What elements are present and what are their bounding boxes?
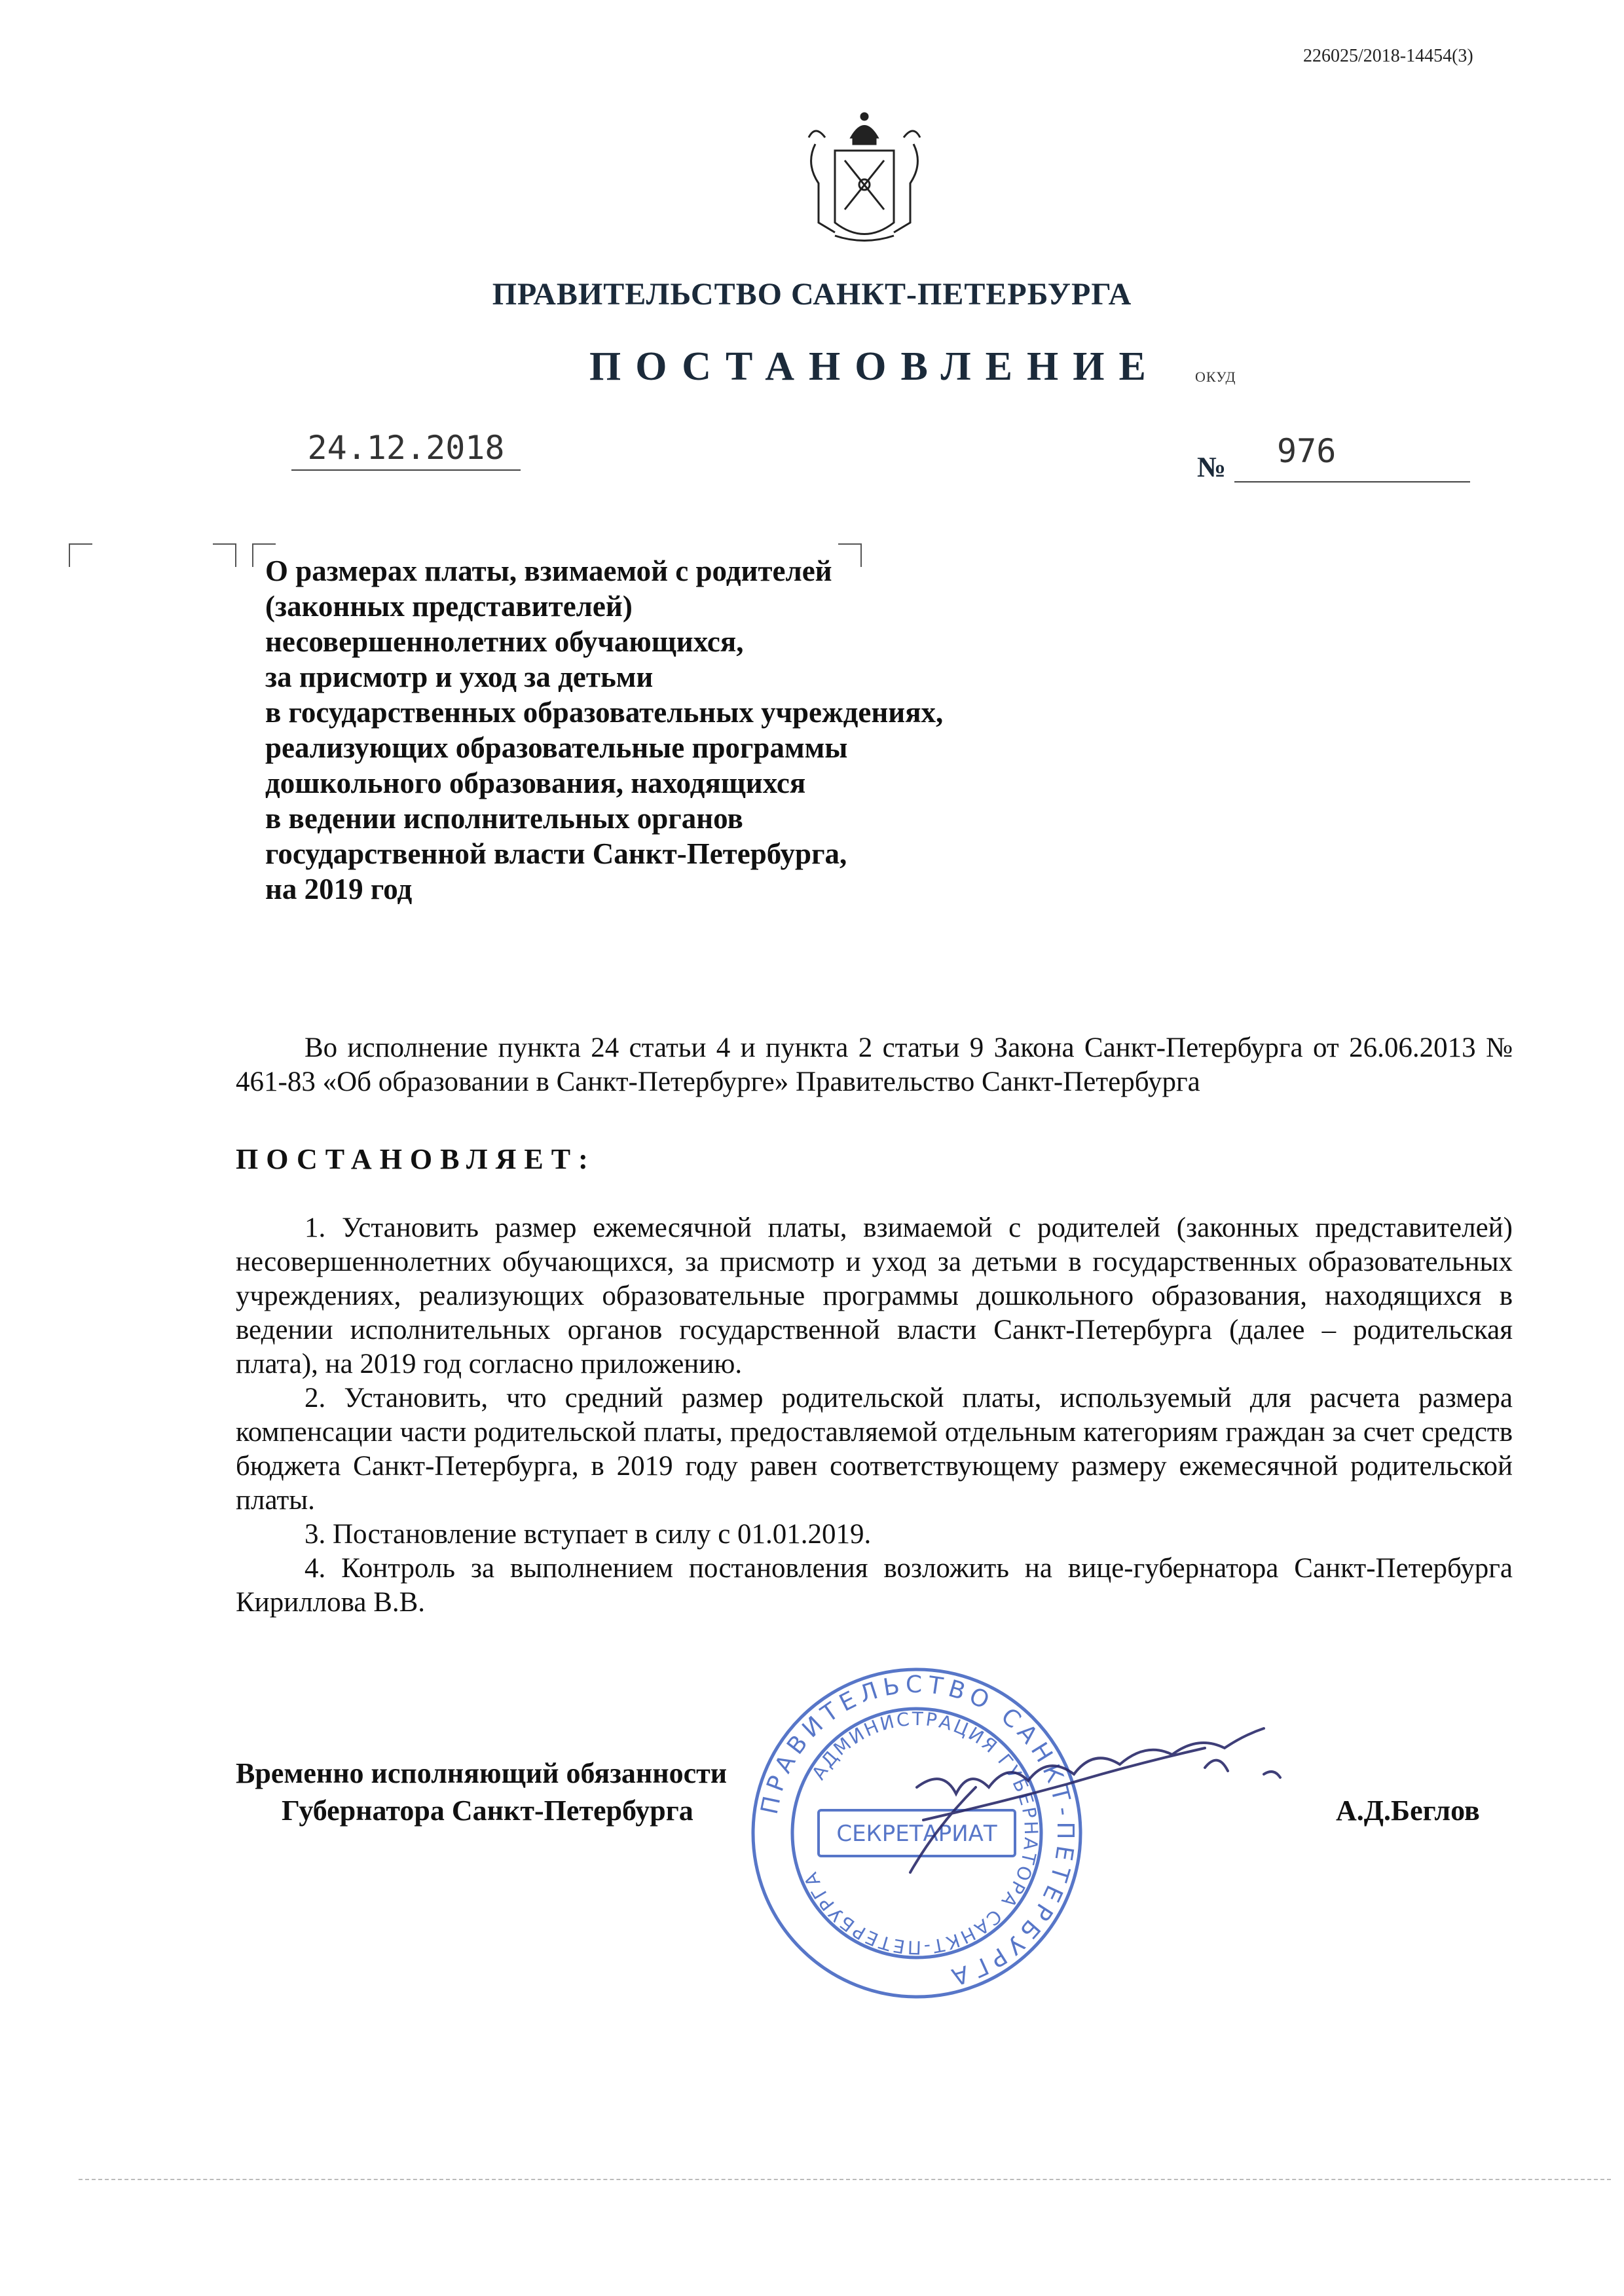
subject-line: в ведении исполнительных органов <box>265 802 743 835</box>
stamp-inner-text: АДМИНИСТРАЦИЯ ГУБЕРНАТОРА САНКТ-ПЕТЕРБУРГА <box>799 1707 1043 1959</box>
subject-line: несовершеннолетних обучающихся, <box>265 625 744 658</box>
resolution-item: 2. Установить, что средний размер родительской платы, используемый для расчета размера компенсации части родительской платы, предоставляемой отдельным категориям граждан за счет средств бюджета Санкт-Петербурга, в 2019 году равен соответствующему размеру ежемесячной родительской платы. <box>236 1383 1513 1516</box>
handwritten-signature <box>897 1689 1303 1886</box>
signer-name: А.Д.Беглов <box>1336 1795 1480 1827</box>
corner-bracket <box>213 543 236 567</box>
signer-position-line2: Губернатора Санкт-Петербурга <box>282 1795 693 1827</box>
resolution-item: 3. Постановление вступает в силу с 01.01.2019. <box>304 1519 872 1550</box>
resolution-item: 4. Контроль за выполнением постановления возложить на вице-губернатора Санкт-Петербурга Кириллова В.В. <box>236 1553 1513 1618</box>
ruling-heading: ПОСТАНОВЛЯЕТ: <box>236 1143 596 1175</box>
subject-line: О размерах платы, взимаемой с родителей <box>265 555 832 587</box>
subject-line: (законных представителей) <box>265 590 633 623</box>
document-type-title: ПОСТАНОВЛЕНИЕ <box>589 344 1160 389</box>
subject-line: реализующих образовательные программы <box>265 731 848 764</box>
preamble-text: Во исполнение пункта 24 статьи 4 и пункта 2 статьи 9 Закона Санкт-Петербурга от 26.06.2013 № 461-83 «Об образовании в Санкт-Петербурге» Правительство Санкт-Петербурга <box>236 1032 1513 1097</box>
page-bottom-rule <box>79 2179 1611 2180</box>
subject-line: дошкольного образования, находящихся <box>265 767 806 799</box>
document-subject <box>265 553 1084 907</box>
document-date: 24.12.2018 <box>291 429 521 471</box>
organization-title: ПРАВИТЕЛЬСТВО САНКТ-ПЕТЕРБУРГА <box>492 277 1132 312</box>
document-number: 976 <box>1277 432 1337 470</box>
stamp-outer-text: ПРАВИТЕЛЬСТВО САНКТ-ПЕТЕРБУРГА <box>756 1671 1079 1992</box>
subject-line: за присмотр и уход за детьми <box>265 661 654 693</box>
okud-label: ОКУД <box>1195 369 1236 385</box>
number-underline <box>1234 481 1470 483</box>
preamble-paragraph <box>236 1031 1513 1099</box>
resolution-item: 1. Установить размер ежемесячной платы, взимаемой с родителей (законных представителей) несовершеннолетних обучающихся, за присмотр и уход за детьми в государственных образовательных учреждениях, реализующих образовательные программы дошкольного образования, находящихся в ведении исполнительных органов государственной власти Санкт-Петербурга (далее – родительская плата), на 2019 год согласно приложению. <box>236 1212 1513 1379</box>
document-id: 226025/2018-14454(3) <box>1303 46 1473 66</box>
signer-position-line1: Временно исполняющий обязанности <box>236 1757 728 1789</box>
resolution-items <box>236 1211 1513 1620</box>
coat-of-arms-emblem <box>796 111 933 249</box>
corner-bracket <box>69 543 92 567</box>
stamp-center-text: СЕКРЕТАРИАТ <box>836 1821 997 1847</box>
subject-line: государственной власти Санкт-Петербурга, <box>265 837 847 870</box>
number-label: № <box>1197 451 1227 483</box>
subject-line: на 2019 год <box>265 873 413 905</box>
subject-line: в государственных образовательных учреждениях, <box>265 696 944 729</box>
